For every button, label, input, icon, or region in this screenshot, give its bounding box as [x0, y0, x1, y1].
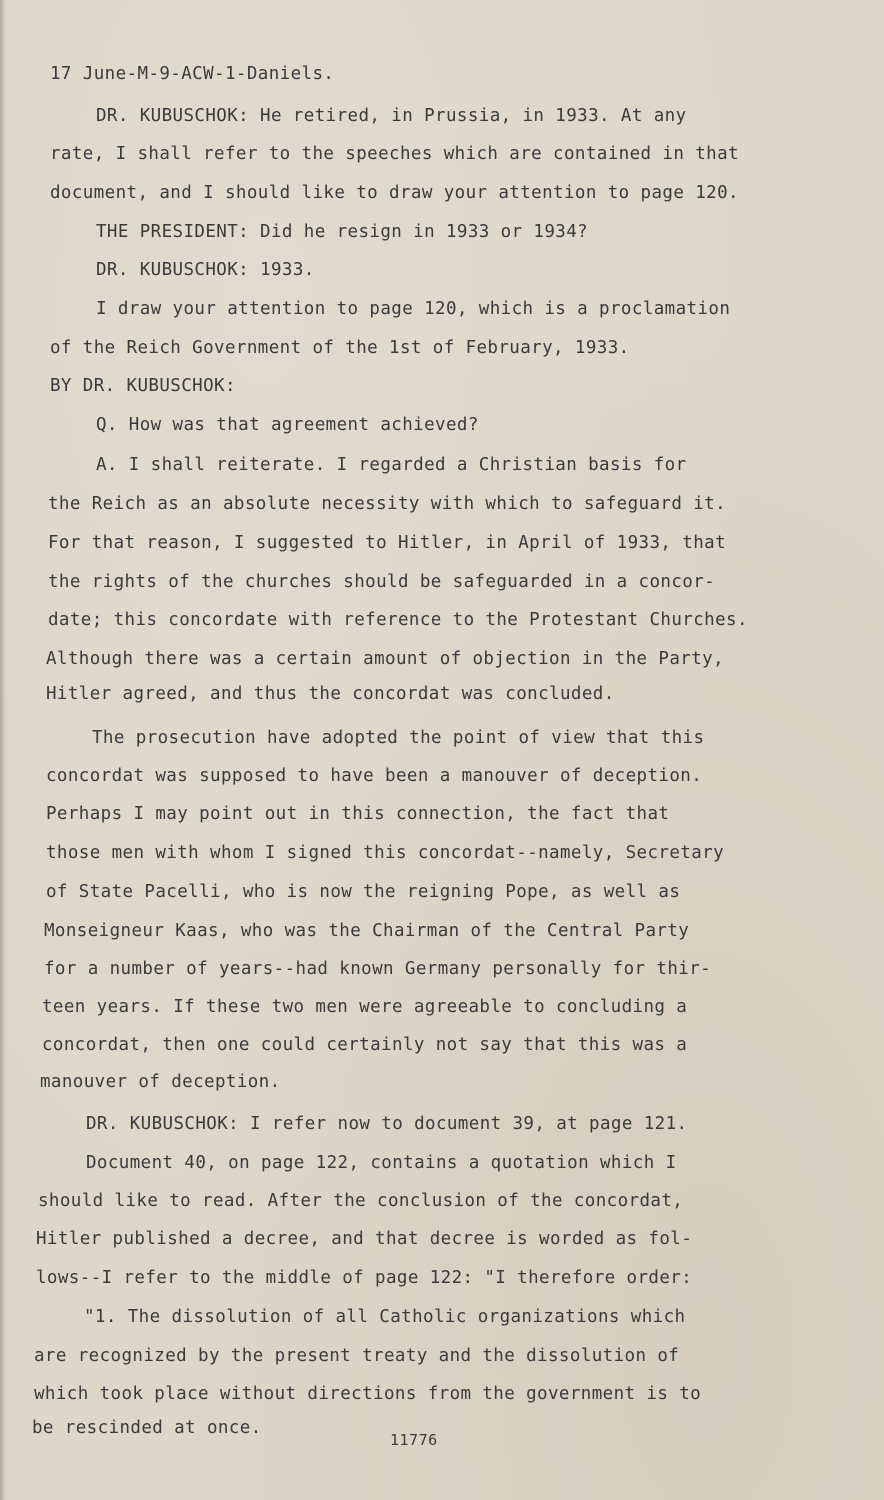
text-line: Perhaps I may point out in this connection, the fact that — [46, 804, 670, 824]
text-line: rate, I shall refer to the speeches which are contained in that — [50, 144, 739, 164]
text-line: concordat was supposed to have been a manouver of deception. — [46, 766, 703, 786]
text-line: those men with whom I signed this concordat--namely, Secretary — [46, 843, 725, 863]
text-line: A. I shall reiterate. I regarded a Christian basis for — [96, 455, 687, 475]
document-header: 17 June-M-9-ACW-1-Daniels. — [50, 64, 335, 84]
text-line: lows--I refer to the middle of page 122: "I therefore order: — [36, 1268, 693, 1288]
text-line: of State Pacelli, who is now the reigning Pope, as well as — [46, 882, 681, 902]
text-line: I draw your attention to page 120, which is a proclamation — [96, 299, 731, 319]
text-line: BY DR. KUBUSCHOK: — [50, 376, 236, 396]
text-line: DR. KUBUSCHOK: 1933. — [96, 260, 315, 280]
text-line: the Reich as an absolute necessity with which to safeguard it. — [48, 494, 727, 514]
text-line: are recognized by the present treaty and the dissolution of — [34, 1346, 680, 1366]
text-line: For that reason, I suggested to Hitler, in April of 1933, that — [48, 533, 727, 553]
text-line: should like to read. After the conclusion of the concordat, — [38, 1191, 684, 1211]
text-line: document, and I should like to draw your attention to page 120. — [50, 183, 739, 203]
text-line: Hitler agreed, and thus the concordat was concluded. — [46, 684, 615, 704]
text-line: date; this concordate with reference to the Protestant Churches. — [48, 610, 748, 630]
text-line: Monseigneur Kaas, who was the Chairman of the Central Party — [44, 921, 690, 941]
text-line: DR. KUBUSCHOK: I refer now to document 39, at page 121. — [86, 1114, 688, 1134]
page-number: 11776 — [390, 1431, 438, 1449]
text-line: Although there was a certain amount of objection in the Party, — [46, 649, 725, 669]
text-line: THE PRESIDENT: Did he resign in 1933 or 1934? — [96, 222, 589, 242]
text-line: The prosecution have adopted the point of view that this — [92, 728, 705, 748]
text-line: which took place without directions from the government is to — [34, 1384, 702, 1404]
text-line: for a number of years--had known Germany personally for thir- — [44, 959, 712, 979]
page-edge-shadow — [0, 0, 6, 1500]
text-line: "1. The dissolution of all Catholic organizations which — [84, 1307, 686, 1327]
text-line: concordat, then one could certainly not say that this was a — [42, 1035, 688, 1055]
text-line: Hitler published a decree, and that decree is worded as fol- — [36, 1229, 693, 1249]
text-line: be rescinded at once. — [32, 1418, 262, 1438]
text-line: Document 40, on page 122, contains a quotation which I — [86, 1153, 677, 1173]
text-line: of the Reich Government of the 1st of February, 1933. — [50, 338, 630, 358]
text-line: manouver of deception. — [40, 1072, 281, 1092]
text-line: the rights of the churches should be safeguarded in a concor- — [48, 572, 716, 592]
text-line: teen years. If these two men were agreeable to concluding a — [42, 997, 688, 1017]
text-line: Q. How was that agreement achieved? — [96, 415, 479, 435]
text-line: DR. KUBUSCHOK: He retired, in Prussia, in 1933. At any — [96, 106, 687, 126]
